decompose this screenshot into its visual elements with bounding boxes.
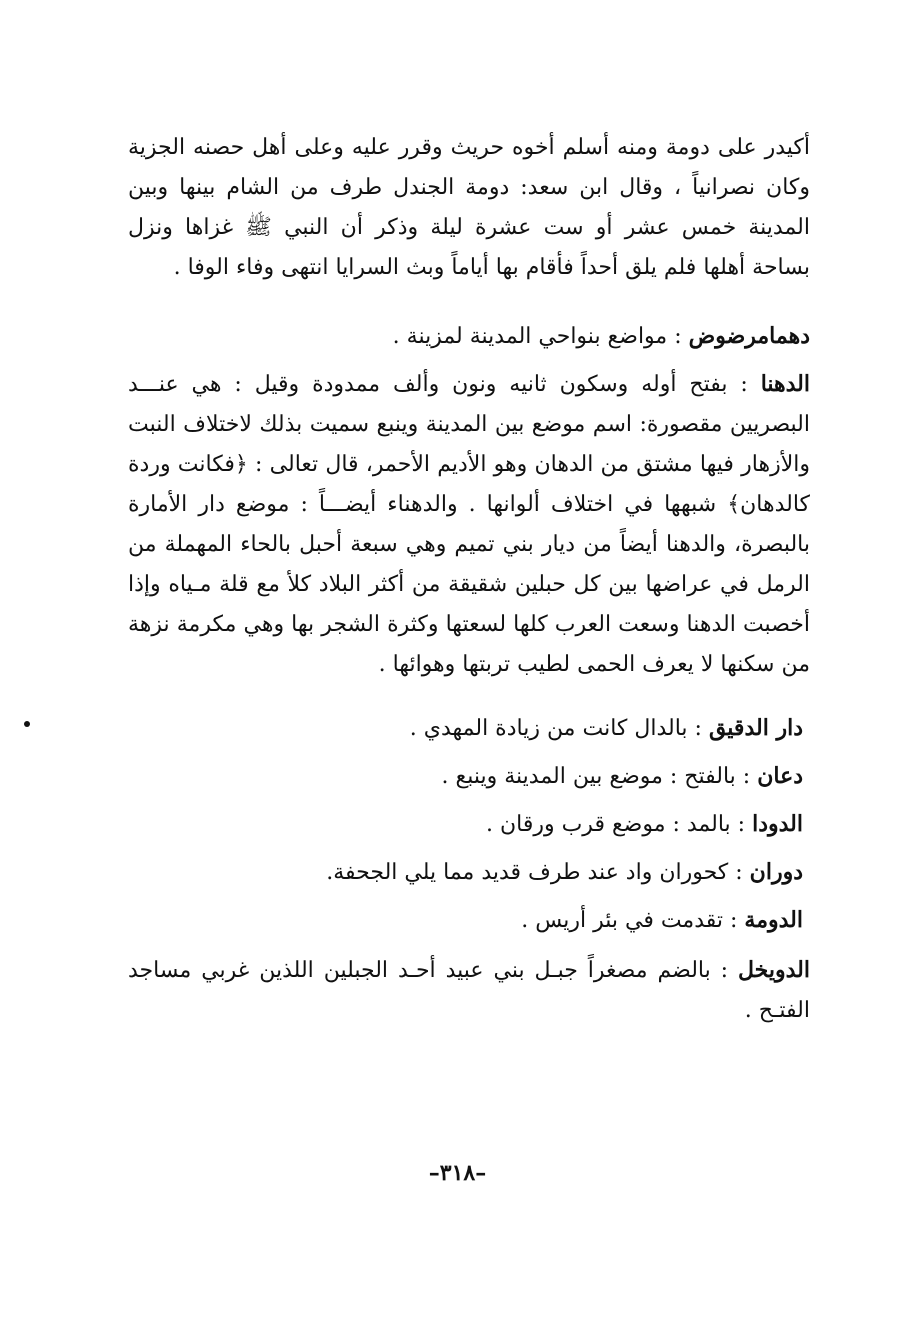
- entry-text: : تقدمت في بئر أريس .: [521, 908, 745, 933]
- entry-headword: الدويخل: [738, 957, 810, 983]
- entry-al-dauma: [521, 900, 803, 941]
- entry-daan: [442, 756, 803, 797]
- entry-headword: دهمامرضوض: [688, 323, 810, 349]
- margin-mark: [24, 721, 30, 727]
- entry-text: : بالدال كانت من زيادة المهدي .: [409, 716, 709, 741]
- entry-text: : بالضم مصغراً جبـل بني عبيد أحـد الجبلين اللذين غربي مساجد الفتـح .: [128, 958, 810, 1023]
- entry-headword: الدهنا: [760, 371, 810, 397]
- entry-al-dauda: [486, 804, 803, 845]
- entry-text: : مواضع بنواحي المدينة لمزينة .: [392, 324, 689, 349]
- entry-al-dahna: [128, 364, 810, 685]
- entry-al-duwaikhil: [128, 950, 810, 1031]
- entry-text: : بالفتح : موضع بين المدينة وينبع .: [441, 764, 758, 789]
- entry-text: : بفتح أوله وسكون ثانيه ونون وألف ممدودة وقيل : هي عنـــد البصريين مقصورة: اسم موضع بين المدينة وينبع سميت بذلك لاختلاف النبت والأزهار فيها مشتق من الدهان وهو الأديم الأحمر، قال تعالى : ﴿فكانت وردة كالدهان﴾ شبهها في اختلاف ألوانها . والدهناء أيضـــاً : موضع دار الأمارة بالبصرة، والدهنا أيضاً من ديار بني تميم وهي سبعة أحبل بالحاء المهملة من الرمل في عراضها بين كل حبلين شقيقة من أكثر البلاد كلأ مع قلة مـياه وإذا أخصبت الدهنا وسعت العرب كلها لسعتها وكثرة الشجر بها وهي مكرمة نزهة من سكنها لا يعرف الحمى لطيب تربتها وهوائها .: [128, 372, 810, 677]
- entry-headword: الدومة: [744, 907, 803, 933]
- entry-dahmamardud: [128, 316, 810, 357]
- paragraph-dumat-al-jandal: [128, 128, 810, 288]
- page-number: –٣١٨–: [428, 1160, 487, 1186]
- paragraph-text: أكيدر على دومة ومنه أسلم أخوه حريث وقرر عليه وعلى أهل حصنه الجزية وكان نصرانياً ، وقال ابن سعد: دومة الجندل طرف من الشام بينها وبين المدينة خمس عشر أو ست عشرة ليلة وذكر أن النبي ﷺ غزاها ونزل بساحة أهلها فلم يلق أحداً فأقام بها أياماً وبث السرايا انتهى وفاء الوفا .: [128, 135, 810, 280]
- entry-headword: دعان: [757, 763, 803, 789]
- entry-dawran: [326, 852, 803, 893]
- entry-headword: دار الدقيق: [708, 715, 803, 741]
- entry-dar-al-daqiq: [410, 708, 803, 749]
- entry-text: : كحوران واد عند طرف قديد مما يلي الجحفة.: [326, 860, 750, 885]
- entry-text: : بالمد : موضع قرب ورقان .: [485, 812, 753, 837]
- entry-headword: دوران: [749, 859, 803, 885]
- entry-headword: الدودا: [752, 811, 803, 837]
